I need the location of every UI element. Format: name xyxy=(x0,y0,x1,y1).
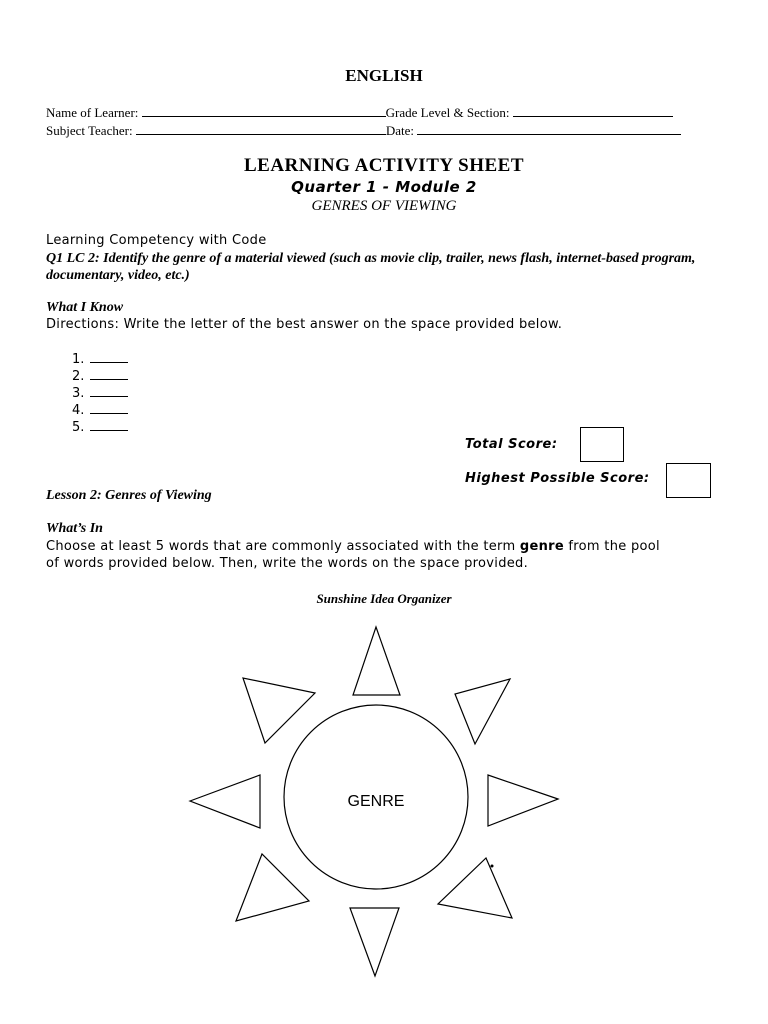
ray-bottom[interactable] xyxy=(350,908,399,976)
whats-in-heading: What’s In xyxy=(46,521,103,536)
genre-keyword: genre xyxy=(519,539,564,554)
answer-item: 4. xyxy=(72,402,128,419)
ray-bottom-left[interactable] xyxy=(236,854,309,921)
date-label: Date: xyxy=(385,123,414,138)
genre-label: GENRE xyxy=(347,793,405,810)
answer-item: 1. xyxy=(72,351,128,368)
teacher-label: Subject Teacher: xyxy=(46,123,133,138)
total-score-label: Total Score: xyxy=(465,437,558,452)
lesson-title: Lesson 2: Genres of Viewing xyxy=(46,488,212,503)
ray-top-left[interactable] xyxy=(243,678,315,743)
organizer-title: Sunshine Idea Organizer xyxy=(316,591,452,606)
competency-text: Q1 LC 2: Identify the genre of a material viewed (such as movie clip, trailer, news flash, internet-based program, documentary, video, etc.) xyxy=(46,251,696,283)
answer-item: 3. xyxy=(72,385,128,402)
ray-bottom-right[interactable] xyxy=(438,858,512,918)
what-i-know-heading: What I Know xyxy=(46,300,124,315)
grade-label: Grade Level & Section: xyxy=(385,105,510,120)
ray-left[interactable] xyxy=(190,775,260,828)
sheet-title: LEARNING ACTIVITY SHEET xyxy=(243,155,525,176)
name-label: Name of Learner: xyxy=(46,105,139,120)
whats-in-text-line1: Choose at least 5 words that are commonly associated with the term genre from the pool xyxy=(46,539,660,554)
answer-item: 2. xyxy=(72,368,128,385)
ray-top-right[interactable] xyxy=(455,679,510,744)
quarter-module: Quarter 1 - Module 2 xyxy=(291,178,477,196)
answer-item: 5. xyxy=(72,419,128,436)
ray-right[interactable] xyxy=(488,775,558,826)
directions-text: Directions: Write the letter of the best answer on the space provided below. xyxy=(46,317,563,332)
ray-top[interactable] xyxy=(353,627,400,695)
topic-title: GENRES OF VIEWING xyxy=(311,198,457,214)
whats-in-text-line2: of words provided below. Then, write the words on the space provided. xyxy=(46,556,529,571)
competency-heading: Learning Competency with Code xyxy=(46,233,267,248)
stray-dot xyxy=(491,865,494,868)
highest-score-label: Highest Possible Score: xyxy=(465,471,650,486)
subject-title: ENGLISH xyxy=(345,66,423,85)
